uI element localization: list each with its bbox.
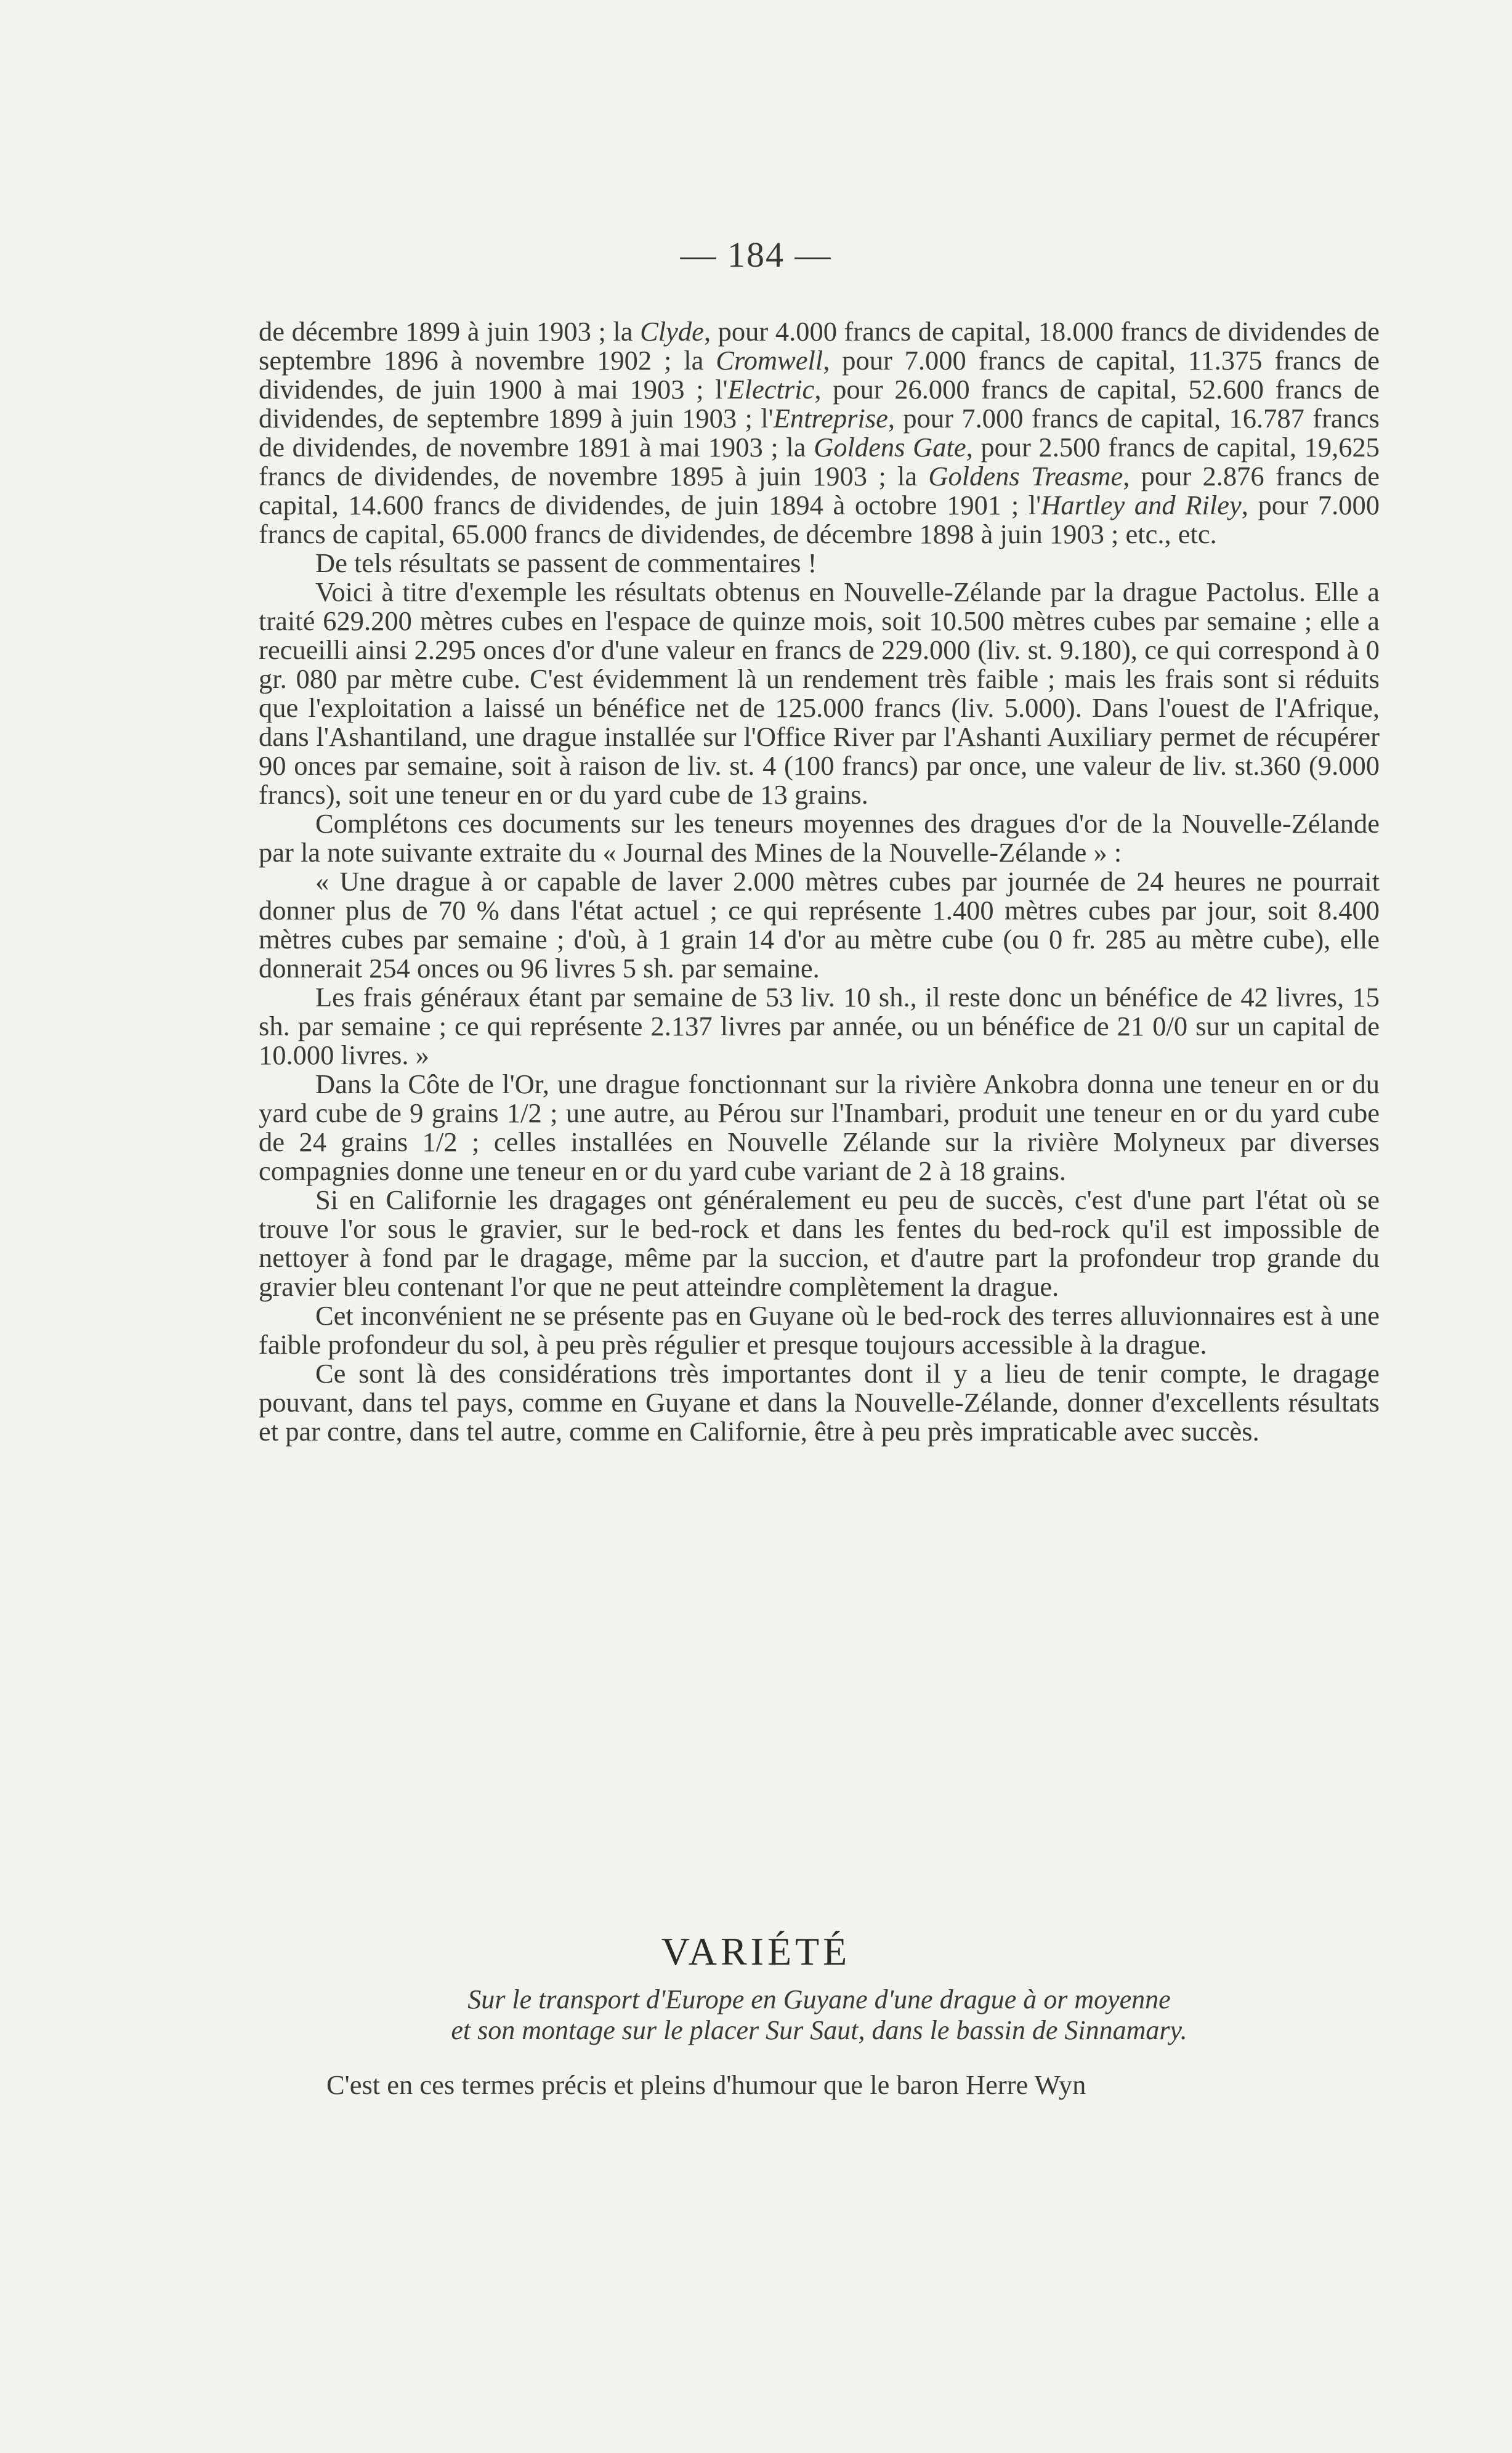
text-run: , pour 7.000 francs de capital, 16.787 francs de dividendes, de novembre 1891 à mai 1903 ; la [259, 403, 1380, 463]
company-name: Goldens Treasme [928, 461, 1123, 491]
text-run: , pour 4.000 francs de capital, 18.000 francs de dividendes de septembre 1896 à novembre 1902 ; la [259, 316, 1380, 376]
paragraph-quote-2: Les frais généraux étant par semaine de 53 liv. 10 sh., il reste donc un bénéfice de 42 livres, 15 sh. par semaine ; ce qui représente 2.137 livres par année, ou un bénéfice de 21 0/0 sur un capital de 10.000 livres. » [259, 982, 1380, 1070]
section-subtitle [259, 1984, 1380, 2046]
paragraph-dividends [259, 317, 1380, 549]
paragraph-conclusion: Ce sont là des considérations très importantes dont il y a lieu de tenir compte, le dragage pouvant, dans tel pays, comme en Guyane et dans la Nouvelle-Zélande, donner d'excellents résultats et par contre, dans tel autre, comme en Californie, être à peu près impraticable avec succès. [259, 1358, 1380, 1447]
paragraph-comment: De tels résultats se passent de commentaires ! [315, 548, 817, 578]
company-name: Electric [727, 374, 815, 405]
page-number: — 184 — [680, 235, 832, 275]
paragraph-california: Si en Californie les dragages ont généralement eu peu de succès, c'est d'une part l'état où se trouve l'or sous le gravier, sur le bed-rock et dans les fentes du bed-rock qu'il est impossible de nettoyer à fond par le dragage, même par la succion, et d'autre part la profondeur trop grande du gravier bleu contenant l'or que ne peut atteindre complètement la drague. [259, 1184, 1380, 1302]
section-title: VARIÉTÉ [661, 1930, 851, 1973]
company-name: Cromwell [716, 345, 823, 376]
closing-line: C'est en ces termes précis et pleins d'humour que le baron Herre Wyn [326, 2069, 1086, 2100]
paragraph-guyane: Cet inconvénient ne se présente pas en Guyane où le bed-rock des terres alluvionnaires est à une faible profondeur du sol, à peu près régulier et presque toujours accessible à la drague. [259, 1300, 1380, 1360]
article-body [259, 317, 1380, 1446]
company-name: Entreprise [773, 403, 888, 434]
text-run: de décembre 1899 à juin 1903 ; la [259, 316, 641, 347]
text-run: , pour 7.000 francs de capital, 11.375 francs de dividendes, de juin 1900 à mai 1903 ; l' [259, 345, 1380, 405]
paragraph-journal-intro: Complétons ces documents sur les teneurs moyennes des dragues d'or de la Nouvelle-Zélande par la note suivante extraite du « Journal des Mines de la Nouvelle-Zélande » : [259, 808, 1380, 868]
text-run: , pour 2.876 francs de capital, 14.600 francs de dividendes, de juin 1894 à octobre 1901 ; l' [259, 461, 1380, 520]
paragraph-quote-1: « Une drague à or capable de laver 2.000 mètres cubes par journée de 24 heures ne pourrait donner plus de 70 % dans l'état actuel ; ce qui représente 1.400 mètres cubes par jour, soit 8.400 mètres cubes par semaine ; d'où, à 1 grain 14 d'or au mètre cube (ou 0 fr. 285 au mètre cube), elle donnerait 254 onces ou 96 livres 5 sh. par semaine. [259, 866, 1380, 984]
text-run: , pour 7.000 francs de capital, 65.000 francs de dividendes, de décembre 1898 à juin 1903 ; etc., etc. [259, 490, 1380, 549]
paragraph-pactolus: Voici à titre d'exemple les résultats obtenus en Nouvelle-Zélande par la drague Pactolus. Elle a traité 629.200 mètres cubes en l'espace de quinze mois, soit 10.500 mètres cubes par semaine ; elle a recueilli ainsi 2.295 onces d'or d'une valeur en francs de 229.000 (liv. st. 9.180), ce qui correspond à 0 gr. 080 par mètre cube. C'est évidemment là un rendement très faible ; mais les frais sont si réduits que l'exploitation a laissé un bénéfice net de 125.000 francs (liv. 5.000). Dans l'ouest de l'Afrique, dans l'Ashantiland, une drague installée sur l'Office River par l'Ashanti Auxiliary permet de récupérer 90 onces par semaine, soit à raison de liv. st. 4 (100 francs) par once, une valeur de liv. st.360 (9.000 francs), soit une teneur en or du yard cube de 13 grains. [259, 576, 1380, 810]
subtitle-line: et son montage sur le placer Sur Saut, dans le bassin de Sinnamary. [451, 2015, 1187, 2045]
company-name: Goldens Gate [814, 432, 966, 463]
paragraph-gold-coast: Dans la Côte de l'Or, une drague fonctionnant sur la rivière Ankobra donna une teneur en or du yard cube de 9 grains 1/2 ; une autre, au Pérou sur l'Inambari, produit une teneur en or du yard cube de 24 grains 1/2 ; celles installées en Nouvelle Zélande sur la rivière Molyneux par diverses compagnies donne une teneur en or du yard cube variant de 2 à 18 grains. [259, 1069, 1380, 1186]
company-name: Hartley and Riley [1041, 490, 1242, 520]
company-name: Clyde [640, 316, 704, 347]
text-run: , pour 26.000 francs de capital, 52.600 francs de dividendes, de septembre 1899 à juin 1903 ; l' [259, 374, 1380, 434]
subtitle-line: Sur le transport d'Europe en Guyane d'une drague à or moyenne [467, 1984, 1171, 2015]
text-run: , pour 2.500 francs de capital, 19,625 francs de dividendes, de novembre 1895 à juin 1903 ; la [259, 432, 1380, 491]
